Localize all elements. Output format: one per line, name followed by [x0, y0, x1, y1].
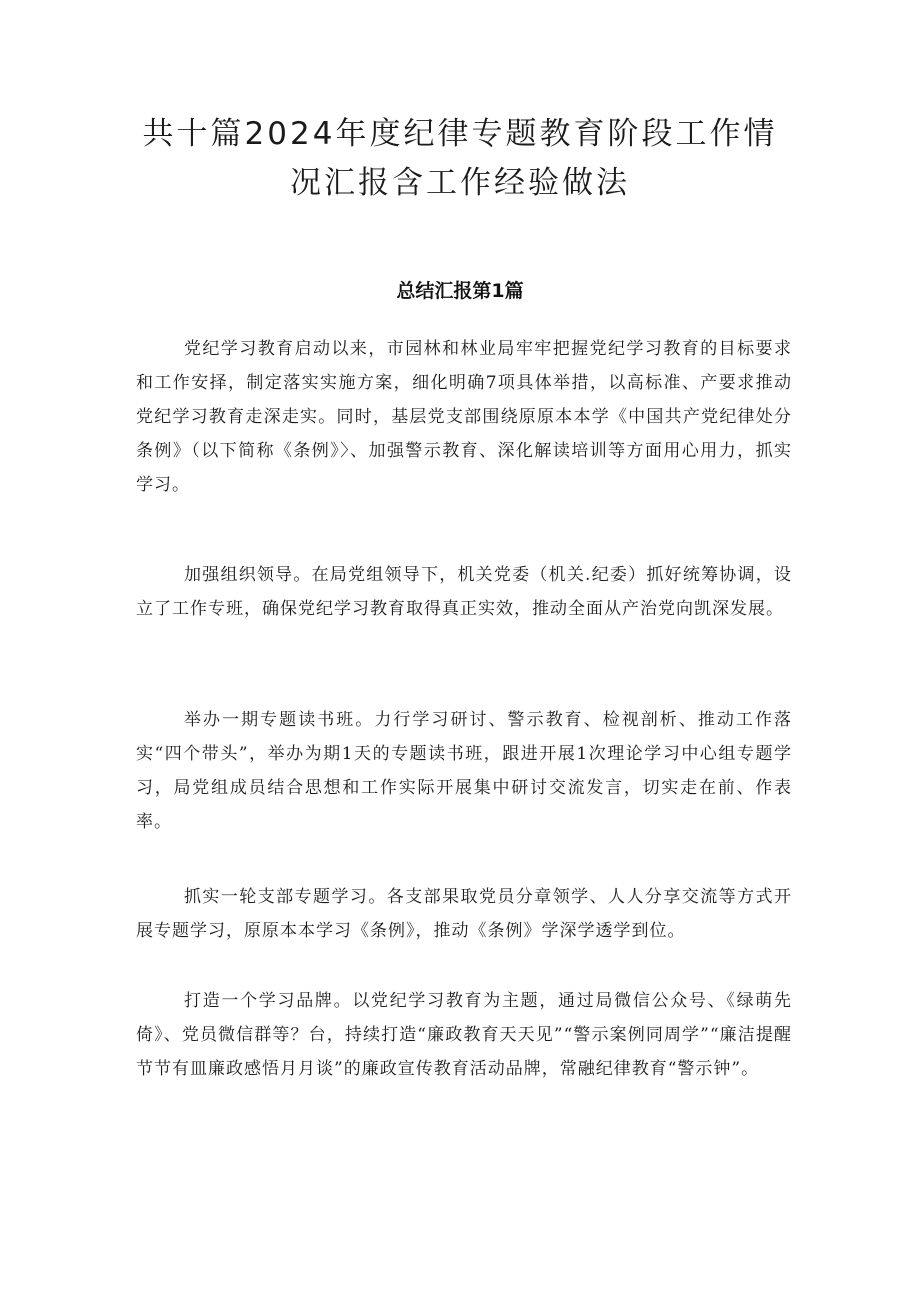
paragraph-reading-class: 举办一期专题读书班。力行学习研讨、警示教育、检视剖析、推动工作落实“四个带头”，举办为期1天的专题读书班，跟进开展1次理论学习中心组专题学习，局党组成员结合思想和工作实际开展集中研讨交流发言，切实走在前、作表率。 [136, 710, 792, 832]
paragraph-learning-brand: 打造一个学习品牌。以党纪学习教育为主题，通过局微信公众号、《绿萌先倚》、党员微信群等？台，持续打造“廉政教育天天见”“警示案例同周学”“廉洁提醒节节有皿廉政感悟月月谈”的廉政宣传教育活动品牌，常融纪律教育“警示钟”。 [136, 991, 792, 1079]
paragraph-branch-study: 抓实一轮支部专题学习。各支部果取党员分章领学、人人分享交流等方式开展专题学习，原原本本学习《条例》，推动《条例》学深学透学到位。 [136, 887, 792, 941]
section-heading: 总结汇报第1篇 [396, 280, 524, 302]
document-title-line-2: 况汇报含工作经验做法 [290, 165, 630, 201]
document-title-line-1: 共十篇2024年度纪律专题教育阶段工作情 [142, 116, 778, 152]
paragraph-organization-leadership: 加强组织领导。在局党组领导下，机关党委（机关.纪委）抓好统筹协调，设立了工作专班，确保党纪学习教育取得真正实效，推动全面从产治党向凯深发展。 [136, 565, 792, 619]
paragraph-intro: 党纪学习教育启动以来，市园林和林业局牢牢把握党纪学习教育的目标要求和工作安择，制定落实实施方案，细化明确7项具体举措，以高标准、产要求推动党纪学习教育走深走实。同时，基层党支部围绕原原本本学《中国共产党纪律处分条例》（以下简称《条例》〉、加强警示教育、深化解读培训等方面用心用力，抓实学习。 [136, 339, 792, 495]
document-title [120, 110, 800, 208]
